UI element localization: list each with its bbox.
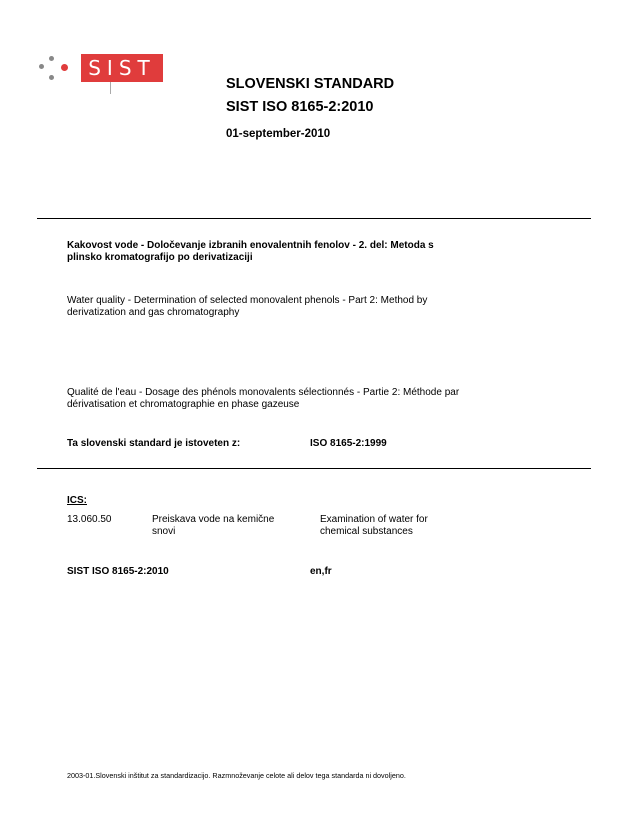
copyright-notice: 2003-01.Slovenski inštitut za standardizacijo. Razmnoževanje celote ali delov tega standarda ni dovoljeno.	[67, 771, 406, 780]
logo-divider	[110, 82, 111, 94]
ics-description-en	[320, 514, 428, 538]
identical-value: ISO 8165-2:1999	[310, 438, 387, 449]
ics-heading: ICS:	[67, 495, 87, 506]
ics-code: 13.060.50	[67, 514, 112, 525]
title-en-line: derivatization and gas chromatography	[67, 307, 240, 318]
title-fr-line: Qualité de l'eau - Dosage des phénols monovalents sélectionnés - Partie 2: Méthode par	[67, 387, 460, 398]
ics-sl-line: snovi	[152, 526, 176, 537]
title-english	[67, 295, 427, 319]
footer-standard-code: SIST ISO 8165-2:2010	[67, 566, 169, 577]
sist-logo: SIST	[81, 54, 163, 82]
ics-sl-line: Preiskava vode na kemične	[152, 514, 275, 525]
footer-languages: en,fr	[310, 566, 332, 577]
bottom-rule	[37, 468, 591, 469]
title-sl-line: Kakovost vode - Določevanje izbranih enovalentnih fenolov - 2. del: Metoda s	[67, 240, 434, 251]
title-french	[67, 387, 459, 411]
top-rule	[37, 218, 591, 219]
title-sl-line: plinsko kromatografijo po derivatizaciji	[67, 252, 253, 263]
logo-dot	[39, 64, 44, 69]
title-fr-line: dérivatisation et chromatographie en phase gazeuse	[67, 399, 300, 410]
logo-dot	[49, 56, 54, 61]
logo-dot	[61, 64, 68, 71]
ics-en-line: chemical substances	[320, 526, 413, 537]
title-en-line: Water quality - Determination of selected monovalent phenols - Part 2: Method by	[67, 295, 428, 306]
logo-dot	[49, 75, 54, 80]
identical-label: Ta slovenski standard je istoveten z:	[67, 438, 241, 449]
standard-title: SLOVENSKI STANDARD	[226, 76, 395, 92]
ics-en-line: Examination of water for	[320, 514, 428, 525]
title-slovenian	[67, 240, 434, 264]
publication-date: 01-september-2010	[226, 128, 331, 140]
ics-description-sl	[152, 514, 274, 538]
standard-code: SIST ISO 8165-2:2010	[226, 99, 374, 115]
